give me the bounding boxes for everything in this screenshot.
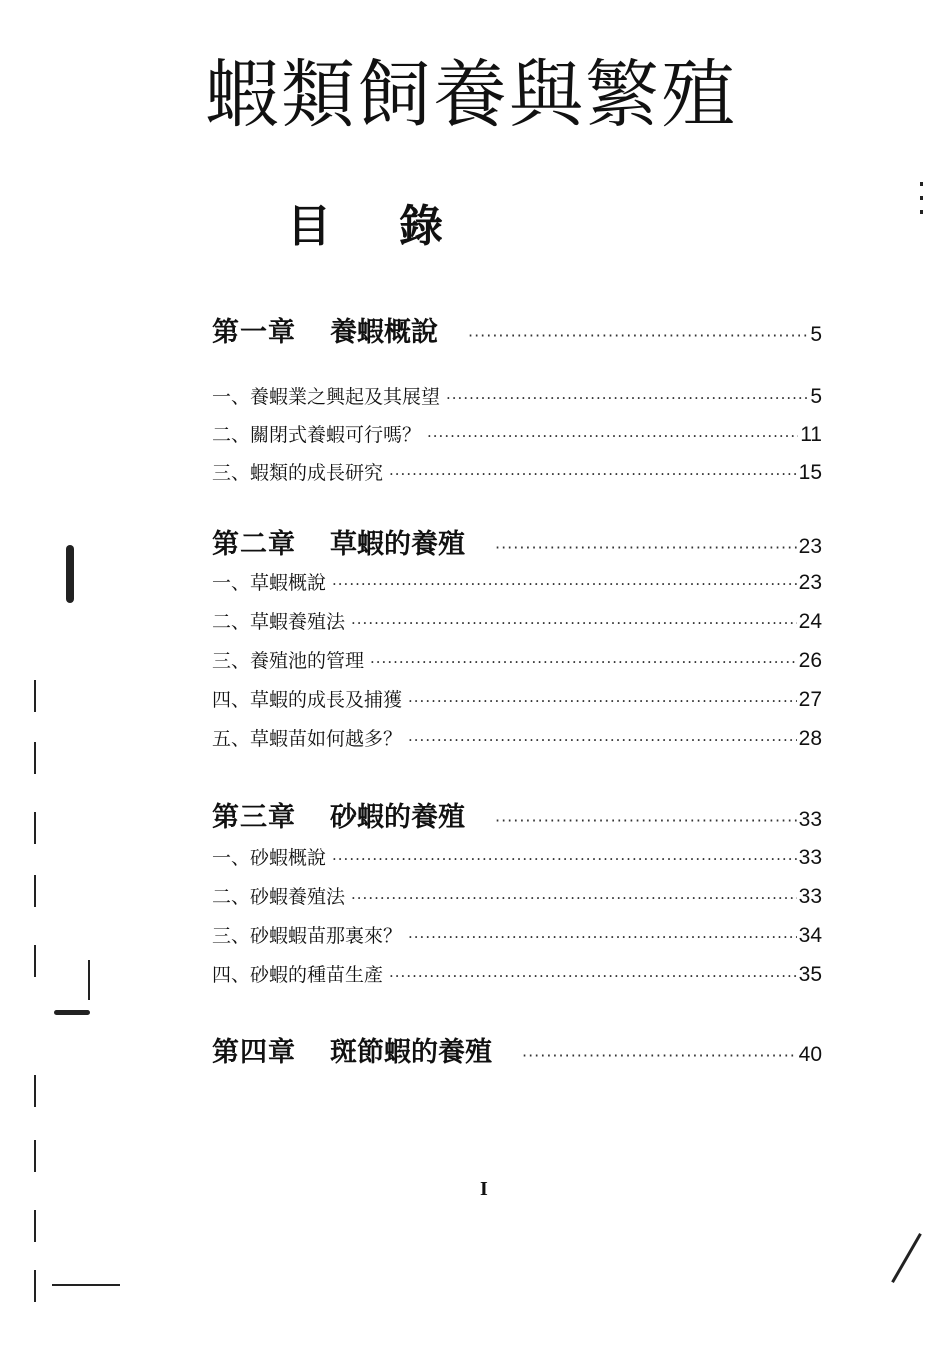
toc-section[interactable]	[212, 458, 822, 485]
scan-artifact	[34, 1075, 36, 1107]
leader-dots	[522, 1046, 797, 1065]
toc-section[interactable]	[212, 568, 822, 595]
section-title: 三、砂蝦蝦苗那裏來？	[212, 925, 403, 947]
toc-section[interactable]	[212, 921, 822, 948]
chapter-number: 第二章	[212, 529, 296, 560]
leader-dots	[332, 575, 797, 593]
scan-artifact	[34, 1210, 36, 1242]
leader-dots	[351, 889, 797, 907]
section-page-number: 28	[798, 727, 822, 750]
leader-dots	[389, 465, 797, 483]
section-title: 二、砂蝦養殖法	[212, 886, 346, 908]
scan-artifact	[34, 742, 36, 774]
scan-artifact	[891, 1233, 922, 1283]
section-page-number: 27	[798, 688, 822, 711]
leader-dots	[468, 326, 808, 345]
scan-artifact	[66, 545, 74, 603]
section-title: 二、草蝦養殖法	[212, 611, 346, 633]
leader-dots	[446, 389, 808, 407]
scan-artifact	[920, 182, 923, 186]
section-page-number: 35	[798, 963, 822, 986]
scan-artifact	[920, 196, 923, 200]
section-page-number: 23	[798, 571, 822, 594]
chapter-number: 第四章	[212, 1037, 296, 1068]
section-title: 三、養殖池的管理	[212, 650, 365, 672]
leader-dots	[408, 731, 797, 749]
toc-chapter-2[interactable]	[212, 522, 822, 561]
chapter-title: 養蝦概說	[330, 317, 438, 348]
section-title: 一、養蝦業之興起及其展望	[212, 386, 441, 408]
leader-dots	[389, 967, 797, 985]
chapter-page-number: 40	[798, 1043, 822, 1066]
leader-dots	[495, 811, 797, 830]
toc-section[interactable]	[212, 420, 822, 447]
section-page-number: 33	[798, 885, 822, 908]
toc-section[interactable]	[212, 882, 822, 909]
section-page-number: 15	[798, 461, 822, 484]
section-title: 四、草蝦的成長及捕獲	[212, 689, 403, 711]
chapter-page-number: 5	[810, 323, 822, 346]
toc-chapter-3[interactable]	[212, 795, 822, 834]
leader-dots	[370, 653, 797, 671]
section-title: 一、砂蝦概說	[212, 847, 327, 869]
section-page-number: 26	[798, 649, 822, 672]
toc-section[interactable]	[212, 685, 822, 712]
scan-artifact	[88, 960, 90, 1000]
book-title: 蝦類飼養與繁殖	[205, 52, 737, 138]
section-page-number: 33	[798, 846, 822, 869]
leader-dots	[427, 427, 798, 445]
scan-artifact	[34, 1140, 36, 1172]
toc-section[interactable]	[212, 960, 822, 987]
scan-artifact	[34, 812, 36, 844]
chapter-title: 砂蝦的養殖	[330, 802, 465, 833]
leader-dots	[332, 850, 797, 868]
toc-section[interactable]	[212, 843, 822, 870]
scan-artifact	[52, 1284, 120, 1286]
leader-dots	[351, 614, 797, 632]
leader-dots	[408, 928, 797, 946]
toc-section[interactable]	[212, 646, 822, 673]
chapter-title: 斑節蝦的養殖	[330, 1037, 492, 1068]
section-page-number: 24	[798, 610, 822, 633]
scan-artifact	[54, 1010, 90, 1015]
section-title: 五、草蝦苗如何越多？	[212, 728, 403, 750]
scan-artifact	[34, 945, 36, 977]
toc-section[interactable]	[212, 724, 822, 751]
toc-heading: 目錄	[287, 201, 511, 252]
section-title: 四、砂蝦的種苗生產	[212, 964, 384, 986]
leader-dots	[495, 538, 797, 557]
toc-section[interactable]	[212, 607, 822, 634]
section-title: 二、關閉式養蝦可行嗎？	[212, 424, 422, 446]
section-page-number: 5	[810, 385, 822, 408]
scan-artifact	[34, 680, 36, 712]
chapter-number: 第三章	[212, 802, 296, 833]
scan-artifact	[34, 1270, 36, 1302]
section-page-number: 34	[798, 924, 822, 947]
chapter-page-number: 23	[798, 535, 822, 558]
chapter-number: 第一章	[212, 317, 296, 348]
chapter-title: 草蝦的養殖	[330, 529, 465, 560]
scan-artifact	[920, 210, 923, 214]
toc-section[interactable]	[212, 382, 822, 409]
section-page-number: 11	[800, 423, 822, 446]
toc-chapter-4[interactable]	[212, 1030, 822, 1069]
chapter-page-number: 33	[798, 808, 822, 831]
section-title: 三、蝦類的成長研究	[212, 462, 384, 484]
section-title: 一、草蝦概說	[212, 572, 327, 594]
scan-artifact	[34, 875, 36, 907]
page-number: I	[480, 1178, 488, 1200]
toc-chapter-1[interactable]	[212, 310, 822, 349]
leader-dots	[408, 692, 797, 710]
